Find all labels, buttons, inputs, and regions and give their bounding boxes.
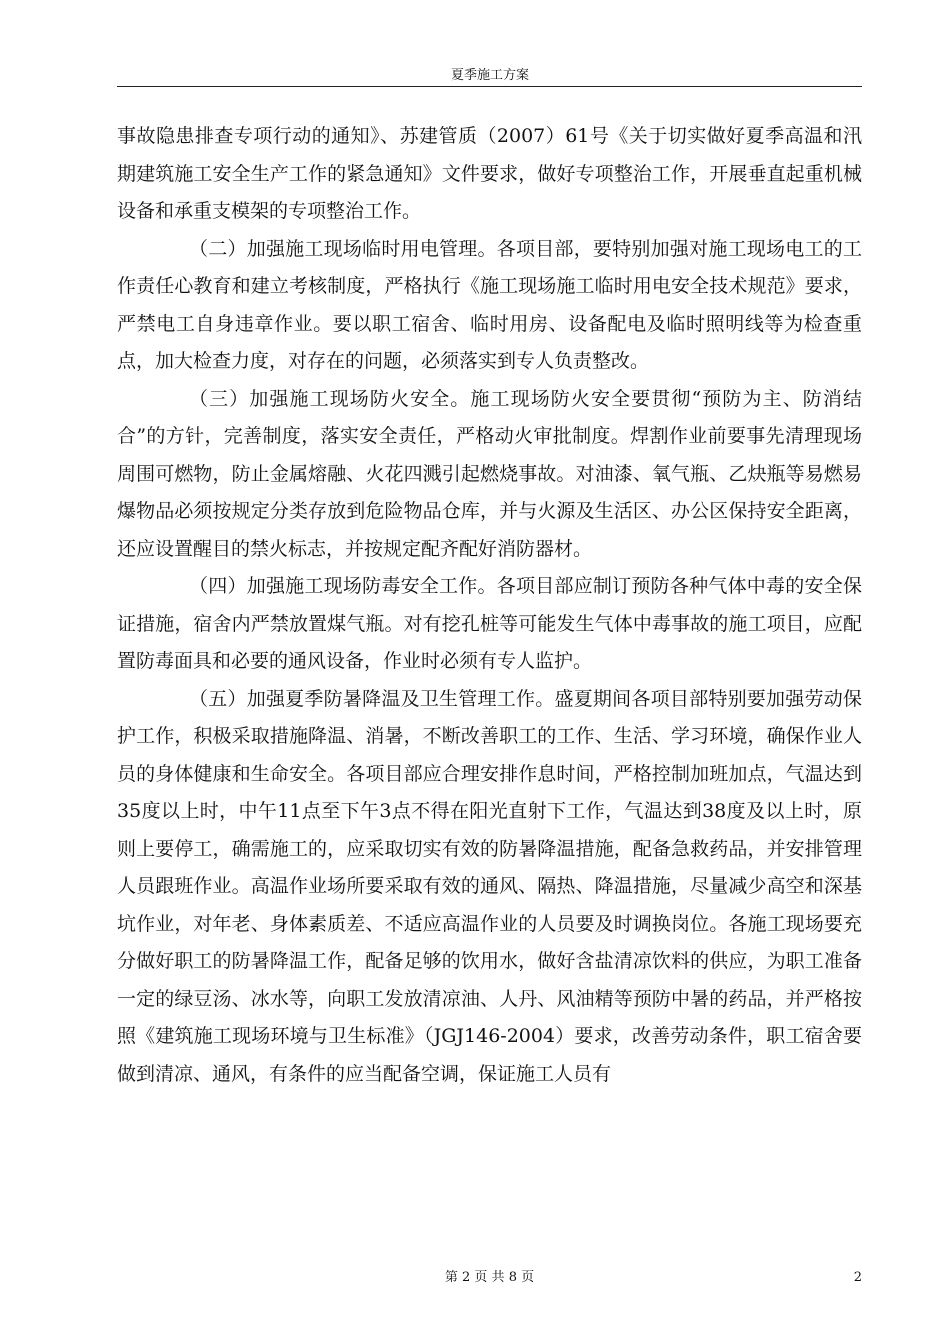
header-divider xyxy=(117,86,862,87)
paragraph-poison-safety: （四）加强施工现场防毒安全工作。各项目部应制订预防各种气体中毒的安全保证措施，宿舍内严禁放置煤气瓶。对有挖孔桩等可能发生气体中毒事故的施工项目，应配置防毒面具和必要的通风设备，作业时必须有专人监护。 xyxy=(117,575,862,672)
paragraph-continued: 事故隐患排查专项行动的通知》、苏建管质（2007）61号《关于切实做好夏季高温和汛期建筑施工安全生产工作的紧急通知》文件要求，做好专项整治工作，开展垂直起重机械设备和承重支模架的专项整治工作。 xyxy=(117,125,862,222)
page-footer xyxy=(117,1268,862,1288)
paragraph-fire-safety: （三）加强施工现场防火安全。施工现场防火安全要贯彻“预防为主、防消结合”的方针，完善制度，落实安全责任，严格动火审批制度。焊割作业前要事先清理现场周围可燃物，防止金属熔融、火花四溅引起燃烧事故。对油漆、氧气瓶、乙炔瓶等易燃易爆物品必须按规定分类存放到危险物品仓库，并与火源及生活区、办公区保持安全距离，还应设置醒目的禁火标志，并按规定配齐配好消防器材。 xyxy=(117,387,862,560)
page-count-label: 第 2 页 共 8 页 xyxy=(444,1270,535,1285)
paragraph-temporary-electricity: （二）加强施工现场临时用电管理。各项目部，要特别加强对施工现场电工的工作责任心教育和建立考核制度，严格执行《施工现场施工临时用电安全技术规范》要求，严禁电工自身违章作业。要以职工宿舍、临时用房、设备配电及临时照明线等为检查重点，加大检查力度，对存在的问题，必须落实到专人负责整改。 xyxy=(117,237,862,372)
paragraph-heat-prevention: （五）加强夏季防暑降温及卫生管理工作。盛夏期间各项目部特别要加强劳动保护工作，积极采取措施降温、消暑，不断改善职工的工作、生活、学习环境，确保作业人员的身体健康和生命安全。各项目部应合理安排作息时间，严格控制加班加点，气温达到35度以上时，中午11点至下午3点不得在阳光直射下工作，气温达到38度及以上时，原则上要停工，确需施工的，应采取切实有效的防暑降温措施，配备急救药品，并安排管理人员跟班作业。高温作业场所要采取有效的通风、隔热、降温措施，尽量减少高空和深基坑作业，对年老、身体素质差、不适应高温作业的人员要及时调换岗位。各施工现场要充分做好职工的防暑降温工作，配备足够的饮用水，做好含盐清凉饮料的供应，为职工准备一定的绿豆汤、冰水等，向职工发放清凉油、人丹、风油精等预防中暑的药品，并严格按照《建筑施工现场环境与卫生标准》（JGJ146-2004）要求，改善劳动条件，职工宿舍要做到清凉、通风，有条件的应当配备空调，保证施工人员有 xyxy=(117,687,862,1085)
page-header-title: 夏季施工方案 xyxy=(450,68,529,83)
page-number: 2 xyxy=(853,1270,862,1285)
document-body xyxy=(117,118,862,1093)
